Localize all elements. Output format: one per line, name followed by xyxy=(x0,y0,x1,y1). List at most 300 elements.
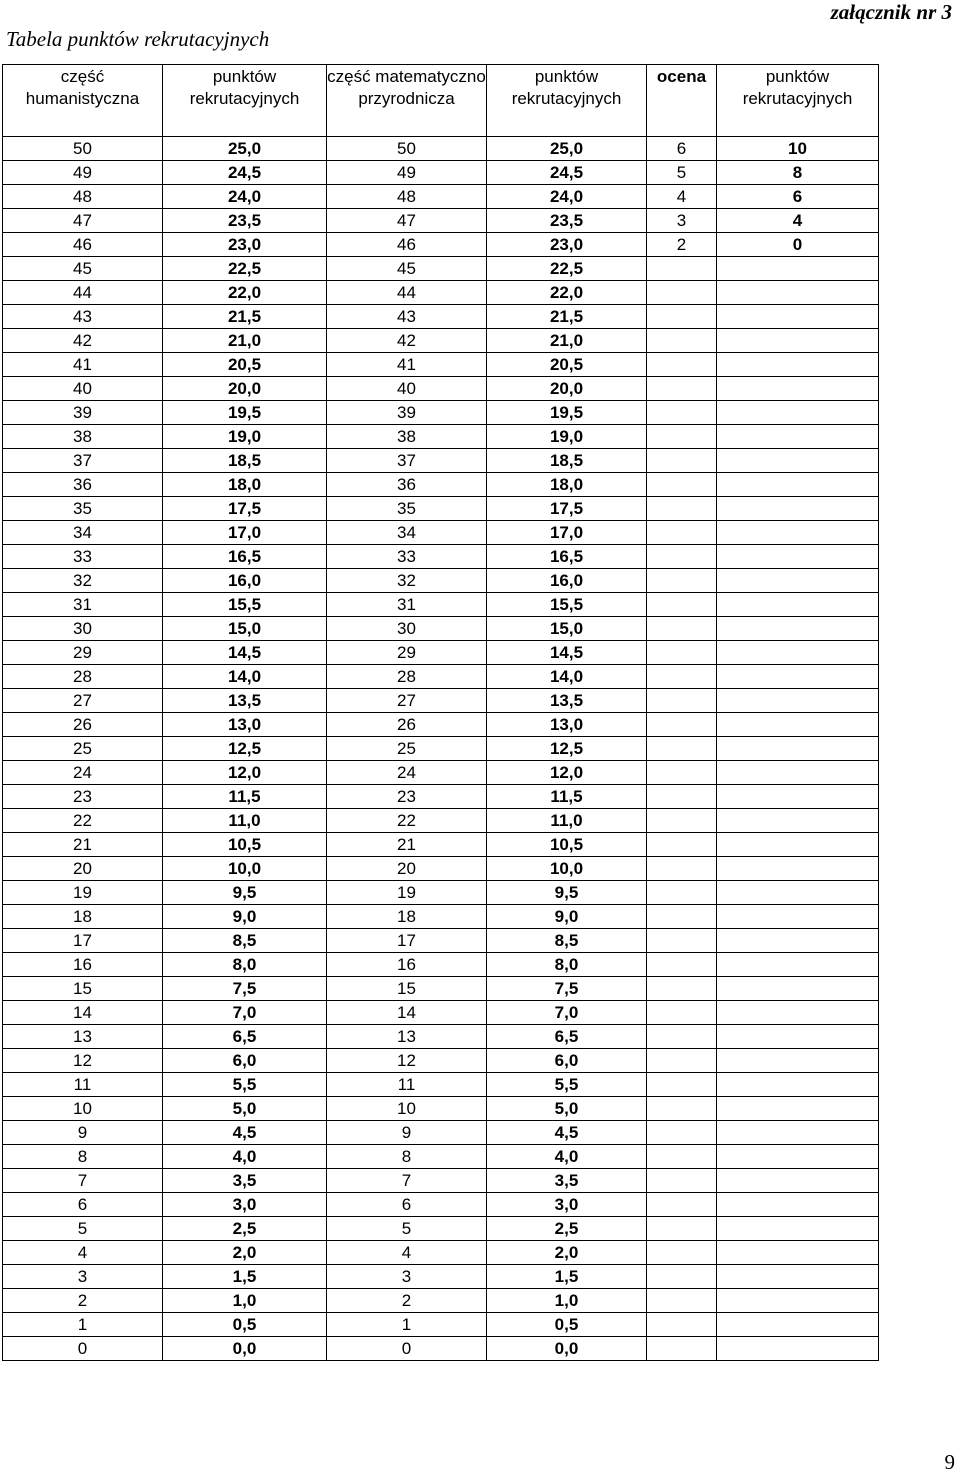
cell-math-science-score: 33 xyxy=(327,545,487,569)
cell-math-science-points: 16,5 xyxy=(487,545,647,569)
cell-grade-points xyxy=(717,713,879,737)
cell-math-science-points: 21,0 xyxy=(487,329,647,353)
cell-math-science-score: 5 xyxy=(327,1217,487,1241)
cell-grade-points xyxy=(717,545,879,569)
table-row xyxy=(3,1193,879,1217)
cell-grade xyxy=(647,521,717,545)
cell-grade xyxy=(647,737,717,761)
table-row xyxy=(3,785,879,809)
table-row xyxy=(3,665,879,689)
cell-grade xyxy=(647,1097,717,1121)
cell-humanistic-points: 16,5 xyxy=(163,545,327,569)
cell-humanistic-points: 24,5 xyxy=(163,161,327,185)
cell-math-science-score: 41 xyxy=(327,353,487,377)
cell-humanistic-points: 12,0 xyxy=(163,761,327,785)
cell-math-science-points: 15,5 xyxy=(487,593,647,617)
cell-humanistic-points: 2,5 xyxy=(163,1217,327,1241)
cell-grade xyxy=(647,377,717,401)
cell-grade xyxy=(647,497,717,521)
cell-math-science-points: 1,0 xyxy=(487,1289,647,1313)
cell-grade-points xyxy=(717,1241,879,1265)
cell-math-science-score: 26 xyxy=(327,713,487,737)
table-row xyxy=(3,329,879,353)
cell-math-science-score: 2 xyxy=(327,1289,487,1313)
cell-math-science-score: 42 xyxy=(327,329,487,353)
cell-humanistic-points: 13,5 xyxy=(163,689,327,713)
cell-math-science-points: 21,5 xyxy=(487,305,647,329)
cell-humanistic-score: 40 xyxy=(3,377,163,401)
cell-math-science-score: 10 xyxy=(327,1097,487,1121)
cell-humanistic-score: 19 xyxy=(3,881,163,905)
cell-math-science-points: 13,0 xyxy=(487,713,647,737)
table-row xyxy=(3,1337,879,1361)
cell-humanistic-score: 21 xyxy=(3,833,163,857)
cell-grade-points xyxy=(717,1265,879,1289)
cell-grade xyxy=(647,257,717,281)
cell-math-science-score: 6 xyxy=(327,1193,487,1217)
cell-math-science-points: 8,5 xyxy=(487,929,647,953)
cell-math-science-score: 32 xyxy=(327,569,487,593)
cell-math-science-score: 20 xyxy=(327,857,487,881)
cell-math-science-points: 5,0 xyxy=(487,1097,647,1121)
cell-humanistic-points: 21,0 xyxy=(163,329,327,353)
cell-math-science-points: 10,0 xyxy=(487,857,647,881)
cell-grade xyxy=(647,569,717,593)
cell-humanistic-points: 4,0 xyxy=(163,1145,327,1169)
cell-grade-points xyxy=(717,1073,879,1097)
cell-humanistic-score: 5 xyxy=(3,1217,163,1241)
table-body xyxy=(3,137,879,1361)
cell-grade-points xyxy=(717,257,879,281)
cell-grade xyxy=(647,1025,717,1049)
cell-grade xyxy=(647,1265,717,1289)
cell-grade xyxy=(647,1169,717,1193)
cell-math-science-score: 14 xyxy=(327,1001,487,1025)
cell-grade-points xyxy=(717,1289,879,1313)
cell-grade xyxy=(647,401,717,425)
cell-grade-points xyxy=(717,497,879,521)
cell-math-science-points: 12,0 xyxy=(487,761,647,785)
table-row xyxy=(3,257,879,281)
table-row xyxy=(3,569,879,593)
cell-humanistic-score: 7 xyxy=(3,1169,163,1193)
cell-math-science-points: 6,0 xyxy=(487,1049,647,1073)
cell-grade xyxy=(647,545,717,569)
cell-math-science-points: 14,0 xyxy=(487,665,647,689)
cell-grade-points xyxy=(717,929,879,953)
table-row xyxy=(3,641,879,665)
cell-humanistic-score: 22 xyxy=(3,809,163,833)
cell-humanistic-score: 44 xyxy=(3,281,163,305)
cell-math-science-points: 9,5 xyxy=(487,881,647,905)
table-row xyxy=(3,953,879,977)
table-row xyxy=(3,545,879,569)
cell-math-science-points: 17,0 xyxy=(487,521,647,545)
cell-grade-points xyxy=(717,1337,879,1361)
table-row xyxy=(3,185,879,209)
cell-humanistic-points: 23,5 xyxy=(163,209,327,233)
header-points-math-science: punktów rekrutacyjnych xyxy=(487,65,647,137)
cell-math-science-score: 18 xyxy=(327,905,487,929)
cell-math-science-points: 13,5 xyxy=(487,689,647,713)
cell-math-science-points: 5,5 xyxy=(487,1073,647,1097)
header-grade: ocena xyxy=(647,65,717,137)
cell-humanistic-score: 1 xyxy=(3,1313,163,1337)
table-row xyxy=(3,1241,879,1265)
cell-humanistic-points: 4,5 xyxy=(163,1121,327,1145)
cell-grade-points xyxy=(717,689,879,713)
cell-humanistic-score: 23 xyxy=(3,785,163,809)
cell-math-science-points: 25,0 xyxy=(487,137,647,161)
cell-math-science-score: 16 xyxy=(327,953,487,977)
cell-grade xyxy=(647,761,717,785)
cell-grade: 4 xyxy=(647,185,717,209)
cell-math-science-score: 30 xyxy=(327,617,487,641)
cell-humanistic-score: 2 xyxy=(3,1289,163,1313)
cell-math-science-score: 7 xyxy=(327,1169,487,1193)
table-row xyxy=(3,593,879,617)
cell-math-science-points: 12,5 xyxy=(487,737,647,761)
cell-humanistic-score: 38 xyxy=(3,425,163,449)
cell-math-science-points: 22,0 xyxy=(487,281,647,305)
cell-humanistic-points: 20,5 xyxy=(163,353,327,377)
table-row xyxy=(3,833,879,857)
cell-grade xyxy=(647,833,717,857)
cell-grade-points xyxy=(717,1145,879,1169)
table-row xyxy=(3,209,879,233)
cell-grade-points xyxy=(717,785,879,809)
cell-math-science-score: 37 xyxy=(327,449,487,473)
cell-grade-points xyxy=(717,473,879,497)
cell-humanistic-score: 17 xyxy=(3,929,163,953)
cell-humanistic-score: 16 xyxy=(3,953,163,977)
cell-grade xyxy=(647,1121,717,1145)
cell-grade xyxy=(647,977,717,1001)
cell-humanistic-score: 13 xyxy=(3,1025,163,1049)
cell-humanistic-score: 8 xyxy=(3,1145,163,1169)
cell-math-science-points: 14,5 xyxy=(487,641,647,665)
cell-humanistic-points: 8,5 xyxy=(163,929,327,953)
table-header-row xyxy=(3,65,879,137)
table-row xyxy=(3,1145,879,1169)
table-row xyxy=(3,617,879,641)
cell-grade xyxy=(647,665,717,689)
cell-humanistic-points: 17,0 xyxy=(163,521,327,545)
cell-grade-points: 6 xyxy=(717,185,879,209)
table-row xyxy=(3,1049,879,1073)
cell-grade-points xyxy=(717,1001,879,1025)
cell-math-science-points: 0,5 xyxy=(487,1313,647,1337)
cell-grade xyxy=(647,305,717,329)
cell-grade-points xyxy=(717,569,879,593)
cell-humanistic-score: 35 xyxy=(3,497,163,521)
cell-humanistic-points: 22,0 xyxy=(163,281,327,305)
cell-grade xyxy=(647,929,717,953)
cell-math-science-score: 45 xyxy=(327,257,487,281)
cell-humanistic-score: 45 xyxy=(3,257,163,281)
cell-humanistic-score: 27 xyxy=(3,689,163,713)
cell-grade xyxy=(647,1049,717,1073)
table-row xyxy=(3,521,879,545)
cell-humanistic-points: 19,5 xyxy=(163,401,327,425)
header-points-humanistic: punktów rekrutacyjnych xyxy=(163,65,327,137)
cell-grade xyxy=(647,641,717,665)
cell-humanistic-score: 11 xyxy=(3,1073,163,1097)
cell-humanistic-points: 1,0 xyxy=(163,1289,327,1313)
cell-grade-points xyxy=(717,281,879,305)
table-row xyxy=(3,161,879,185)
table-row xyxy=(3,1169,879,1193)
cell-math-science-points: 16,0 xyxy=(487,569,647,593)
cell-grade-points xyxy=(717,449,879,473)
cell-humanistic-points: 0,5 xyxy=(163,1313,327,1337)
table-row xyxy=(3,377,879,401)
cell-grade xyxy=(647,1073,717,1097)
cell-grade: 6 xyxy=(647,137,717,161)
table-row xyxy=(3,401,879,425)
cell-math-science-points: 1,5 xyxy=(487,1265,647,1289)
cell-grade-points xyxy=(717,377,879,401)
cell-grade xyxy=(647,905,717,929)
cell-grade xyxy=(647,1001,717,1025)
cell-math-science-score: 29 xyxy=(327,641,487,665)
cell-grade-points xyxy=(717,305,879,329)
cell-math-science-score: 22 xyxy=(327,809,487,833)
cell-grade-points xyxy=(717,1049,879,1073)
cell-grade-points xyxy=(717,737,879,761)
header-humanistic-part: część humanistyczna xyxy=(3,65,163,137)
cell-grade xyxy=(647,281,717,305)
cell-humanistic-score: 47 xyxy=(3,209,163,233)
cell-grade-points xyxy=(717,1313,879,1337)
cell-math-science-points: 6,5 xyxy=(487,1025,647,1049)
cell-grade: 5 xyxy=(647,161,717,185)
cell-math-science-score: 31 xyxy=(327,593,487,617)
cell-humanistic-points: 18,5 xyxy=(163,449,327,473)
cell-humanistic-points: 15,0 xyxy=(163,617,327,641)
cell-math-science-points: 18,5 xyxy=(487,449,647,473)
cell-humanistic-points: 11,0 xyxy=(163,809,327,833)
cell-humanistic-points: 2,0 xyxy=(163,1241,327,1265)
cell-humanistic-score: 28 xyxy=(3,665,163,689)
cell-grade-points xyxy=(717,833,879,857)
table-row xyxy=(3,761,879,785)
cell-humanistic-score: 48 xyxy=(3,185,163,209)
cell-math-science-score: 4 xyxy=(327,1241,487,1265)
cell-humanistic-score: 10 xyxy=(3,1097,163,1121)
table-row xyxy=(3,497,879,521)
cell-grade xyxy=(647,857,717,881)
cell-math-science-points: 17,5 xyxy=(487,497,647,521)
cell-math-science-score: 17 xyxy=(327,929,487,953)
table-row xyxy=(3,809,879,833)
cell-grade-points: 0 xyxy=(717,233,879,257)
cell-math-science-score: 34 xyxy=(327,521,487,545)
cell-math-science-score: 28 xyxy=(327,665,487,689)
cell-math-science-points: 4,0 xyxy=(487,1145,647,1169)
cell-grade-points xyxy=(717,1193,879,1217)
cell-humanistic-points: 7,0 xyxy=(163,1001,327,1025)
cell-grade-points xyxy=(717,1097,879,1121)
cell-grade xyxy=(647,881,717,905)
cell-math-science-points: 20,5 xyxy=(487,353,647,377)
cell-math-science-points: 7,5 xyxy=(487,977,647,1001)
cell-humanistic-points: 20,0 xyxy=(163,377,327,401)
cell-math-science-points: 10,5 xyxy=(487,833,647,857)
table-row xyxy=(3,881,879,905)
cell-math-science-points: 18,0 xyxy=(487,473,647,497)
cell-humanistic-points: 13,0 xyxy=(163,713,327,737)
table-row xyxy=(3,305,879,329)
cell-humanistic-points: 14,5 xyxy=(163,641,327,665)
cell-grade-points xyxy=(717,977,879,1001)
cell-humanistic-points: 14,0 xyxy=(163,665,327,689)
cell-math-science-points: 11,0 xyxy=(487,809,647,833)
cell-grade-points xyxy=(717,593,879,617)
cell-humanistic-points: 24,0 xyxy=(163,185,327,209)
table-row xyxy=(3,1097,879,1121)
cell-grade xyxy=(647,329,717,353)
cell-humanistic-score: 41 xyxy=(3,353,163,377)
cell-humanistic-points: 10,0 xyxy=(163,857,327,881)
cell-math-science-score: 11 xyxy=(327,1073,487,1097)
table-row xyxy=(3,281,879,305)
cell-humanistic-points: 9,0 xyxy=(163,905,327,929)
cell-math-science-score: 47 xyxy=(327,209,487,233)
table-row xyxy=(3,425,879,449)
cell-humanistic-score: 32 xyxy=(3,569,163,593)
cell-grade xyxy=(647,1313,717,1337)
table-title: Tabela punktów rekrutacyjnych xyxy=(6,27,270,51)
cell-humanistic-score: 12 xyxy=(3,1049,163,1073)
cell-math-science-points: 19,0 xyxy=(487,425,647,449)
cell-math-science-score: 21 xyxy=(327,833,487,857)
cell-math-science-score: 40 xyxy=(327,377,487,401)
cell-humanistic-points: 6,5 xyxy=(163,1025,327,1049)
cell-grade xyxy=(647,1241,717,1265)
table-row xyxy=(3,1217,879,1241)
cell-grade xyxy=(647,713,717,737)
cell-humanistic-score: 14 xyxy=(3,1001,163,1025)
cell-grade xyxy=(647,689,717,713)
table-row xyxy=(3,977,879,1001)
cell-humanistic-points: 18,0 xyxy=(163,473,327,497)
cell-math-science-points: 20,0 xyxy=(487,377,647,401)
cell-grade: 2 xyxy=(647,233,717,257)
cell-grade xyxy=(647,353,717,377)
cell-math-science-points: 24,5 xyxy=(487,161,647,185)
cell-humanistic-score: 50 xyxy=(3,137,163,161)
cell-math-science-points: 3,5 xyxy=(487,1169,647,1193)
table-row xyxy=(3,857,879,881)
cell-humanistic-score: 39 xyxy=(3,401,163,425)
cell-humanistic-points: 23,0 xyxy=(163,233,327,257)
cell-humanistic-points: 10,5 xyxy=(163,833,327,857)
cell-humanistic-points: 12,5 xyxy=(163,737,327,761)
cell-grade-points xyxy=(717,953,879,977)
cell-humanistic-points: 5,5 xyxy=(163,1073,327,1097)
page-number: 9 xyxy=(944,1450,955,1474)
cell-grade xyxy=(647,1217,717,1241)
table-row xyxy=(3,353,879,377)
cell-math-science-points: 2,0 xyxy=(487,1241,647,1265)
cell-grade: 3 xyxy=(647,209,717,233)
cell-math-science-score: 49 xyxy=(327,161,487,185)
cell-math-science-score: 46 xyxy=(327,233,487,257)
cell-math-science-points: 23,0 xyxy=(487,233,647,257)
cell-humanistic-points: 16,0 xyxy=(163,569,327,593)
header-math-science-part: część matematyczno przyrodnicza xyxy=(327,65,487,137)
cell-math-science-score: 43 xyxy=(327,305,487,329)
cell-math-science-points: 23,5 xyxy=(487,209,647,233)
table-row xyxy=(3,137,879,161)
cell-humanistic-points: 3,5 xyxy=(163,1169,327,1193)
cell-grade-points xyxy=(717,425,879,449)
annex-label: załącznik nr 3 xyxy=(830,0,952,24)
cell-grade-points xyxy=(717,857,879,881)
cell-grade xyxy=(647,1193,717,1217)
cell-math-science-score: 39 xyxy=(327,401,487,425)
cell-humanistic-points: 11,5 xyxy=(163,785,327,809)
cell-grade xyxy=(647,1289,717,1313)
cell-humanistic-score: 49 xyxy=(3,161,163,185)
cell-humanistic-score: 20 xyxy=(3,857,163,881)
table-row xyxy=(3,1001,879,1025)
cell-grade-points xyxy=(717,1025,879,1049)
cell-grade-points xyxy=(717,761,879,785)
cell-math-science-score: 12 xyxy=(327,1049,487,1073)
cell-grade-points xyxy=(717,641,879,665)
cell-math-science-score: 50 xyxy=(327,137,487,161)
cell-math-science-score: 24 xyxy=(327,761,487,785)
cell-humanistic-points: 7,5 xyxy=(163,977,327,1001)
cell-humanistic-points: 6,0 xyxy=(163,1049,327,1073)
cell-humanistic-score: 26 xyxy=(3,713,163,737)
cell-humanistic-score: 34 xyxy=(3,521,163,545)
cell-math-science-score: 44 xyxy=(327,281,487,305)
cell-grade-points xyxy=(717,665,879,689)
cell-humanistic-points: 22,5 xyxy=(163,257,327,281)
cell-math-science-score: 15 xyxy=(327,977,487,1001)
cell-math-science-score: 1 xyxy=(327,1313,487,1337)
cell-humanistic-score: 25 xyxy=(3,737,163,761)
cell-math-science-score: 48 xyxy=(327,185,487,209)
header-points-grade: punktów rekrutacyjnych xyxy=(717,65,879,137)
cell-humanistic-points: 19,0 xyxy=(163,425,327,449)
cell-grade xyxy=(647,785,717,809)
cell-grade-points xyxy=(717,1169,879,1193)
cell-grade-points: 8 xyxy=(717,161,879,185)
table-row xyxy=(3,689,879,713)
cell-grade-points xyxy=(717,329,879,353)
cell-math-science-score: 36 xyxy=(327,473,487,497)
cell-humanistic-score: 29 xyxy=(3,641,163,665)
cell-grade-points xyxy=(717,1217,879,1241)
table-row xyxy=(3,737,879,761)
cell-math-science-score: 19 xyxy=(327,881,487,905)
cell-grade-points xyxy=(717,617,879,641)
cell-math-science-score: 35 xyxy=(327,497,487,521)
cell-humanistic-points: 15,5 xyxy=(163,593,327,617)
cell-grade xyxy=(647,809,717,833)
cell-math-science-points: 4,5 xyxy=(487,1121,647,1145)
cell-math-science-points: 24,0 xyxy=(487,185,647,209)
cell-humanistic-score: 9 xyxy=(3,1121,163,1145)
table-row xyxy=(3,1289,879,1313)
cell-humanistic-score: 3 xyxy=(3,1265,163,1289)
cell-humanistic-score: 43 xyxy=(3,305,163,329)
cell-math-science-score: 8 xyxy=(327,1145,487,1169)
